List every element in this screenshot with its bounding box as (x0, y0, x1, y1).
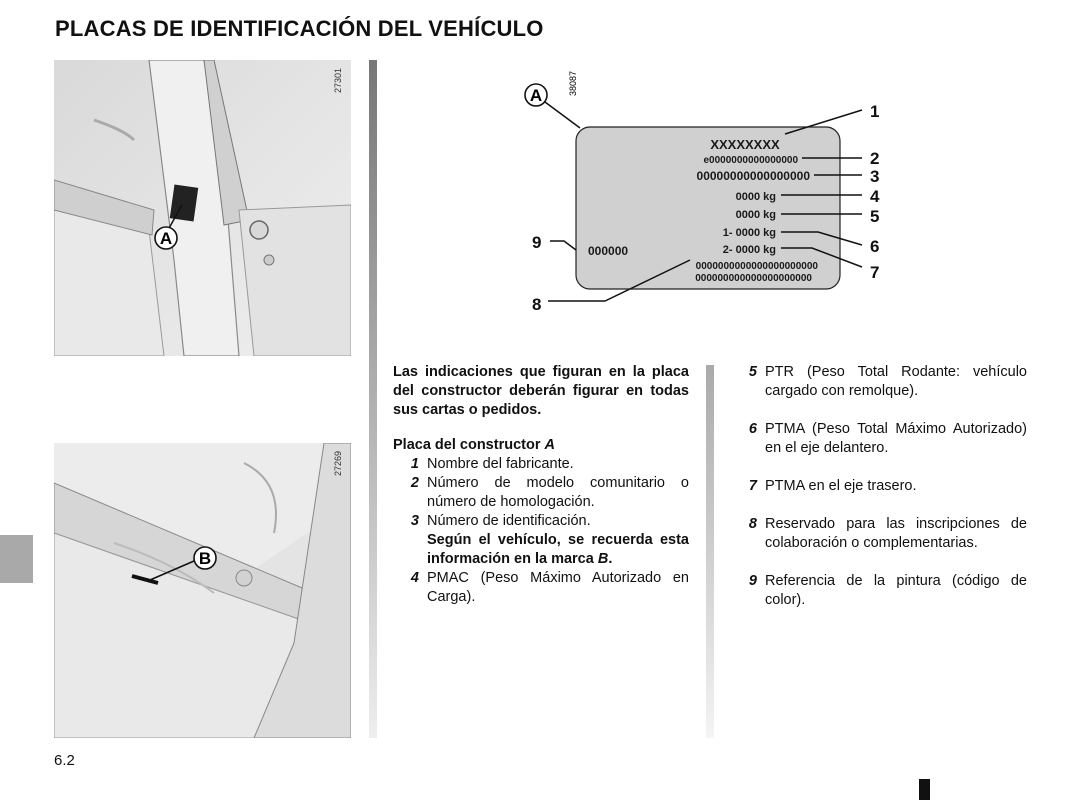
plate-maker: XXXXXXXX (710, 137, 780, 152)
diagram-marker-a: A (529, 86, 543, 105)
plate-reserved-1: 0000000000000000000000 (695, 261, 818, 272)
item-text: PMAC (Peso Máximo Autorizado en Carga). (427, 570, 689, 605)
item-text (427, 512, 689, 569)
page-number: 6.2 (54, 752, 75, 769)
plate-paint: 000000 (588, 244, 629, 258)
chapter-tab (0, 535, 33, 583)
marker-b-label: B (198, 549, 212, 568)
list-item (731, 572, 1027, 610)
item-number: 7 (748, 478, 757, 494)
list-item (393, 474, 689, 512)
item-number: 5 (748, 364, 757, 380)
item-text: Reservado para las inscripciones de colaboración o complementarias. (765, 516, 1027, 551)
engine-bay-photo (54, 443, 351, 738)
callout-8: 8 (532, 295, 542, 314)
callout-2: 2 (870, 149, 880, 168)
item-text: PTMA en el eje trasero. (765, 478, 917, 494)
column-divider-bar (706, 365, 714, 738)
plate-heading (393, 436, 689, 455)
item-number: 6 (748, 421, 757, 437)
item-text-main: Número de identificación. (427, 513, 591, 529)
item-number: 2 (410, 475, 419, 491)
plate-vin: 00000000000000000 (696, 169, 810, 183)
item-note: Según el vehículo, se recuerda esta información en la marca B. (427, 532, 689, 567)
column-divider-bar (369, 60, 377, 738)
plate-axle-rear: 2- 0000 kg (722, 244, 776, 256)
photo-ref-number: 27269 (333, 451, 343, 477)
item-number: 4 (410, 570, 419, 586)
callout-4: 4 (870, 187, 880, 206)
callout-9: 9 (532, 233, 542, 252)
item-text: Nombre del fabricante. (427, 456, 574, 472)
item-number: 3 (410, 513, 419, 529)
list-item (731, 363, 1027, 401)
diagram-ref-number: 38087 (568, 70, 578, 96)
list-item (731, 515, 1027, 553)
list-item (393, 569, 689, 607)
list-item (731, 420, 1027, 458)
plate-weight-2: 0000 kg (735, 209, 776, 221)
item-number: 1 (410, 456, 419, 472)
item-text: Número de modelo comunitario o número de homologación. (427, 475, 689, 510)
item-text: Referencia de la pintura (código de color). (765, 573, 1027, 608)
right-text-column (731, 363, 1027, 610)
list-item (731, 477, 1027, 496)
list-item (393, 512, 689, 569)
plate-reserved-2: 000000000000000000000 (695, 273, 812, 284)
plate-heading-ref: A (544, 437, 555, 453)
door-pillar-photo (54, 60, 351, 356)
intro-paragraph: Las indicaciones que figuran en la placa del constructor deberán figurar en todas sus cartas o pedidos. (393, 364, 689, 418)
callout-6: 6 (870, 237, 880, 256)
left-text-column (393, 363, 689, 607)
plate-axle-front: 1- 0000 kg (722, 227, 776, 239)
callout-5: 5 (870, 207, 880, 226)
plate-a-marker-on-photo (170, 184, 198, 221)
item-text: PTR (Peso Total Rodante: vehículo cargado con remolque). (765, 364, 1027, 399)
item-number: 8 (748, 516, 757, 532)
plate-diagram (500, 60, 910, 330)
item-note-text: Según el vehículo, se recuerda esta información en la marca (427, 532, 689, 567)
item-number: 9 (748, 573, 757, 589)
item-text: PTMA (Peso Total Máximo Autorizado) en el eje delantero. (765, 421, 1027, 456)
plate-heading-text: Placa del constructor (393, 437, 541, 453)
callout-3: 3 (870, 167, 880, 186)
plate-eu-approval: e0000000000000000 (703, 155, 798, 166)
marker-a-label: A (159, 229, 173, 248)
page-corner-mark (919, 779, 930, 800)
photo-ref-number: 27301 (333, 68, 343, 94)
page-title: PLACAS DE IDENTIFICACIÓN DEL VEHÍCULO (55, 16, 544, 41)
callout-1: 1 (870, 102, 880, 121)
callout-7: 7 (870, 263, 880, 282)
plate-weight-1: 0000 kg (735, 191, 776, 203)
list-item (393, 455, 689, 474)
item-note-ref: B (597, 551, 609, 567)
